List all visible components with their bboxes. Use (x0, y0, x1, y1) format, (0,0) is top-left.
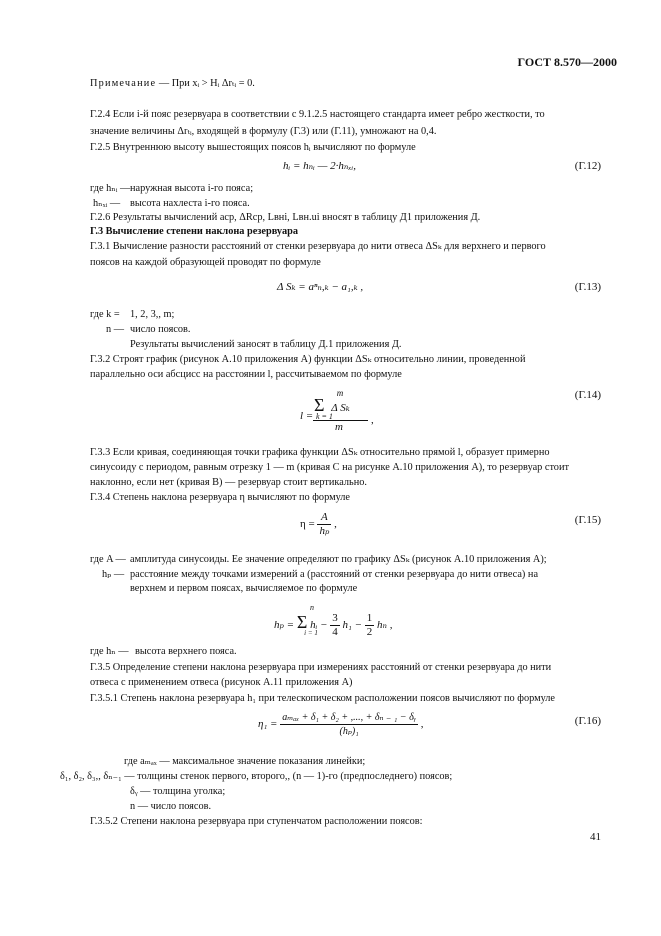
fh-term3: hₙ , (376, 619, 393, 632)
g351-line1: Г.3.5.1 Степень наклона резервуара h₁ при телескопическом расположении поясов вычисляют по формуле (90, 693, 556, 704)
g31-line1: Г.3.1 Вычисление разности расстояний от стенки резервуара до нити отвеса ΔSₖ для верхнего и первого (90, 241, 546, 252)
eqno-g14: (Г.14) (574, 389, 601, 401)
standard-header: ГОСТ 8.570—2000 (517, 55, 617, 69)
where16-amax: где aₘₐₓ — максимальное значение показания линейки; (124, 756, 366, 767)
g33-line1: Г.3.3 Если кривая, соединяющая точки графика функции ΔSₖ относительно прямой l, образует примерно (90, 447, 550, 458)
f16-tail: , (420, 718, 424, 731)
section-g3-title: Г.3 Вычисление степени наклона резервуара (90, 226, 298, 237)
fh-f2-num: 1 (366, 612, 373, 624)
f16-den: (hₚ)₁ (339, 726, 359, 737)
results-note: Результаты вычислений заносят в таблицу Д.1 приложения Д. (130, 339, 402, 350)
where16-deltas: δ₁, δ₂, δ₃,, δₙ₋₁ — толщины стенок первого, второго,, (n — 1)-го (предпоследнего) поясов; (60, 771, 453, 782)
where16-delta-y: δᵧ — толщина уголка; (130, 786, 226, 797)
note-line (90, 77, 255, 90)
fh-top: n (310, 603, 314, 612)
f14-sigma: Σ (314, 395, 325, 415)
g32-line1: Г.3.2 Строят график (рисунок А.10 приложения А) функции ΔSₖ относительно линии, проведенной (90, 354, 526, 365)
f16-num: aₘₐₓ + δ₁ + δ₂ + ,..., + δₙ ₋ ₁ − δᵧ (282, 712, 417, 723)
f14-den: m (335, 421, 343, 433)
g33-line3: наклонно, если нет (кривая B) — резервуар стоит вертикально. (90, 477, 367, 488)
fh-f2-den: 2 (366, 626, 373, 638)
note-text: — При xᵢ > Hᵢ Δrₜᵢ = 0. (158, 78, 255, 89)
where-A-text: амплитуда синусоиды. Ее значение определяют по графику ΔSₖ (рисунок А.10 приложения А); (130, 554, 547, 565)
fh-fraction1 (330, 612, 340, 639)
formula-g12: hᵢ = hₙᵢ — 2·hₙₓᵢ, (283, 160, 356, 172)
where-k-label: где k = (90, 309, 120, 320)
eqno-g12: (Г.12) (574, 160, 601, 172)
where-hp-text1: расстояние между точками измерений a (расстояний от стенки резервуара до нити отвеса) на (130, 569, 539, 580)
where-hp-label: hₚ — (102, 569, 125, 580)
g33-line2: синусоиду с периодом, равным отрезку 1 — m (кривая C на рисунке А.10 приложения А), то резервуар стоит (90, 462, 569, 473)
where16-n: n — число поясов. (130, 801, 212, 812)
f14-term: Δ Sₖ (331, 402, 350, 414)
f15-tail: , (334, 518, 337, 531)
f15-num: A (317, 511, 331, 525)
formula-g16 (258, 711, 424, 738)
where-hn-label: где hₙ — (90, 646, 129, 657)
fh-sigma: Σ (296, 612, 308, 633)
g25-where1-label: где hₙᵢ — (90, 183, 131, 194)
g25-where1-text: наружная высота i-го пояса; (130, 183, 254, 194)
f15-lhs: η = (300, 518, 315, 531)
g25-where2-label: hₙₓᵢ — (93, 198, 121, 209)
where-hn-text: высота верхнего пояса. (135, 646, 237, 657)
g26-line1: Г.2.6 Результаты вычислений aср, ΔRср, Lвнi, Lвн.ui вносят в таблицу Д1 приложения Д. (90, 212, 481, 223)
g25-where2-text: высота нахлеста i-го пояса. (130, 198, 250, 209)
f14-bottom: k = 1 (315, 412, 333, 421)
where-k-text: 1, 2, 3,, m; (130, 309, 175, 320)
f16-lhs: η₁ = (258, 718, 278, 731)
page-number: 41 (590, 831, 601, 843)
eqno-g13: (Г.13) (574, 281, 601, 293)
f14-top: m (336, 388, 344, 398)
note-label: Примечание (90, 78, 157, 89)
where-A-label: где A — (90, 554, 126, 565)
fh-lhs: hₚ = (274, 619, 295, 632)
eqno-g15: (Г.15) (574, 514, 601, 526)
g24-line1: Г.2.4 Если i-й пояс резервуара в соответствии с 9.1.2.5 настоящего стандарта имеет ребро жесткости, то (90, 109, 545, 120)
fh-f1-num: 3 (332, 612, 338, 624)
formula-hp (274, 612, 392, 639)
formula-g15 (300, 511, 337, 538)
g24-line2: значение величины Δrₜᵢ, входящей в формулу (Г.3) или (Г.11), умножают на 0,4. (90, 126, 437, 137)
g35-line2: отвеса с применением отвеса (рисунок А.11 приложения А) (90, 677, 353, 688)
where-n-label: n — (106, 324, 125, 335)
f16-fraction (280, 711, 418, 738)
fh-bottom-wrap (296, 626, 326, 640)
fh-bottom: i = 1 (304, 629, 318, 637)
eqno-g16: (Г.16) (574, 715, 601, 727)
where-hp-text2: верхнем и первом поясах, вычисляемое по формуле (130, 583, 358, 594)
f14-lower (300, 410, 333, 423)
f15-den: hₚ (319, 525, 330, 537)
fh-f1-den: 4 (332, 626, 338, 638)
fh-fraction2 (365, 612, 375, 639)
g31-line2: поясов на каждой образующей проводят по формуле (90, 257, 321, 268)
fh-term1: hᵢ − (310, 619, 328, 632)
fh-term2: h₁ − (342, 619, 362, 632)
f15-fraction (317, 511, 331, 538)
f14-lhs: l = (300, 410, 314, 422)
g35-line1: Г.3.5 Определение степени наклона резервуара при измерениях расстояний от стенки резервуара до нити (90, 662, 552, 673)
g25-line1: Г.2.5 Внутреннюю высоту вышестоящих поясов hᵢ вычисляют по формуле (90, 142, 416, 153)
where-n-text: число поясов. (130, 324, 191, 335)
g34-line1: Г.3.4 Степень наклона резервуара η вычисляют по формуле (90, 492, 350, 503)
f14-tail: , (371, 414, 374, 426)
g352-line1: Г.3.5.2 Степени наклона резервуара при ступенчатом расположении поясов: (90, 816, 423, 827)
g32-line2: параллельно оси абсцисс на расстоянии l, рассчитываемом по формуле (90, 369, 402, 380)
formula-g13: Δ Sₖ = aⁿₙ,ₖ − a₁,ₖ , (277, 281, 364, 293)
